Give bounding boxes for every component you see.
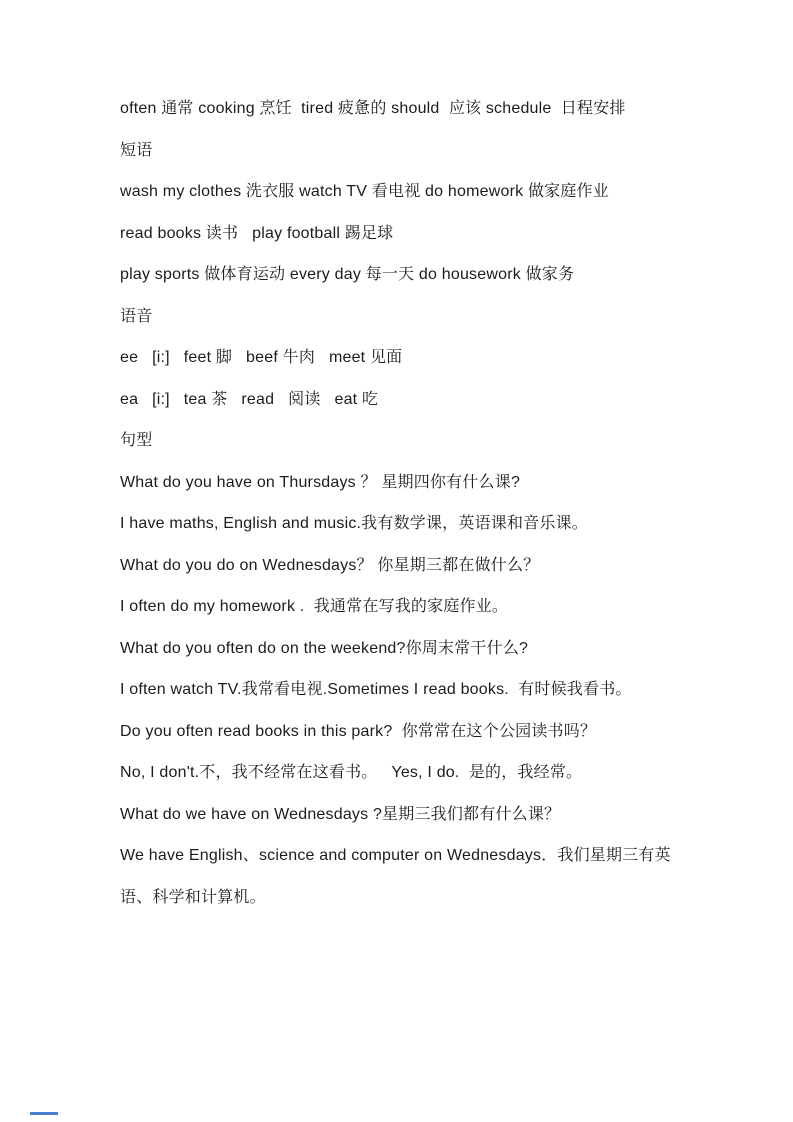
section-heading-phonics: 语音 [120,307,153,325]
phonics-line: ea [i:] tea 茶 read 阅读 eat 吃 [120,390,379,408]
word-list-line: often 通常 cooking 烹饪 tired 疲惫的 should 应该 schedule 日程安排 [120,100,626,117]
sentence-line: Do you often read books in this park? 你常常在这个公园读书吗？ [120,722,597,740]
section-heading-sentences: 句型 [120,432,153,449]
phrase-line: wash my clothes 洗衣服 watch TV 看电视 do homework 做家庭作业 [120,183,609,200]
sentence-line: What do you have on Thursdays ？ 星期四你有什么课? [120,473,521,491]
sentence-line: What do you do on Wednesdays？ 你星期三都在做什么？ [120,556,540,574]
sentence-line: What do you often do on the weekend?你周末常干什么? [120,639,529,657]
phrase-line: play sports 做体育运动 every day 每一天 do housework 做家务 [120,266,575,283]
phrase-line: read books 读书 play football 踢足球 [120,224,394,242]
sentence-line: I have maths, English and music.我有数学课，英语课和音乐课。 [120,515,588,532]
sentence-line: I often do my homework . 我通常在写我的家庭作业。 [120,598,509,615]
section-heading-phrases: 短语 [120,141,153,159]
sentence-line: No, I don't.不，我不经常在这看书。 Yes, I do. 是的，我经常。 [120,764,583,781]
sentence-line: We have English、science and computer on Wednesdays．我们星期三有英语、科学和计算机。 [120,847,671,906]
phonics-line: ee [i:] feet 脚 beef 牛肉 meet 见面 [120,349,403,366]
page-bottom-marker [30,1112,58,1115]
sentence-line: I often watch TV.我常看电视.Sometimes I read books. 有时候我看书。 [120,681,632,698]
sentence-line: What do we have on Wednesdays ?星期三我们都有什么课？ [120,805,561,823]
document-body [120,88,680,918]
